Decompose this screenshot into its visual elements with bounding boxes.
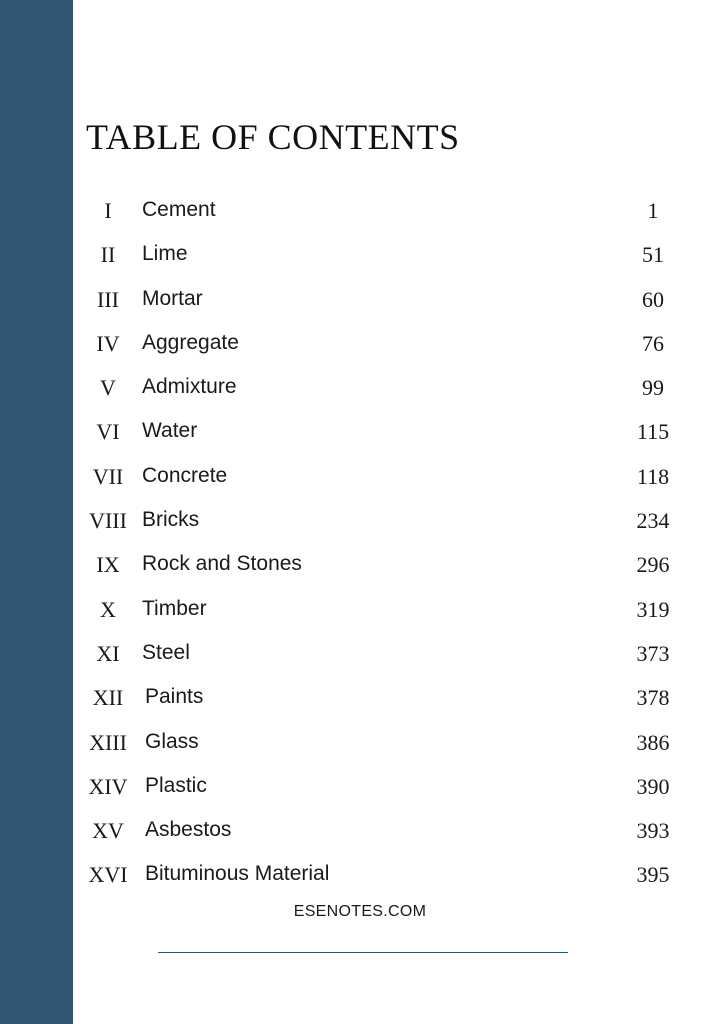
chapter-number: IX (96, 552, 120, 578)
chapter-page-number: 373 (636, 640, 670, 666)
chapter-title: Lime (142, 242, 188, 266)
chapter-title: Rock and Stones (142, 552, 302, 576)
chapter-page-number: 386 (636, 729, 670, 755)
chapter-title: Glass (145, 729, 199, 753)
footer-site-link[interactable]: ESENOTES.COM (293, 903, 427, 920)
chapter-page-number: 118 (636, 463, 670, 489)
chapter-title: Asbestos (145, 818, 232, 842)
toc-entry[interactable] (86, 770, 686, 814)
chapter-title: Concrete (142, 463, 228, 487)
toc-entry[interactable] (86, 504, 686, 548)
chapter-title: Plastic (145, 773, 207, 797)
chapter-page-number: 51 (642, 242, 664, 268)
chapter-number: X (100, 596, 116, 622)
chapter-page-number: 378 (636, 685, 670, 711)
chapter-page-number: 393 (636, 818, 670, 844)
chapter-title: Paints (145, 685, 204, 709)
chapter-page-number: 319 (636, 596, 670, 622)
chapter-number: XI (96, 640, 120, 666)
chapter-page-number: 60 (642, 286, 664, 312)
toc-entry[interactable] (86, 726, 686, 770)
toc-entry[interactable] (86, 681, 686, 725)
chapter-page-number: 99 (642, 375, 664, 401)
chapter-page-number: 395 (636, 862, 670, 888)
chapter-number: II (100, 242, 116, 268)
toc-entry[interactable] (86, 858, 686, 902)
toc-entry[interactable] (86, 283, 686, 327)
footer (0, 903, 724, 921)
chapter-number: XIV (88, 773, 128, 799)
toc-entry[interactable] (86, 814, 686, 858)
toc-entry[interactable] (86, 637, 686, 681)
chapter-title: Bricks (142, 508, 200, 532)
chapter-number: XVI (88, 862, 128, 888)
toc-entry[interactable] (86, 238, 686, 282)
chapter-title: Timber (142, 596, 207, 620)
chapter-number: I (104, 198, 112, 223)
toc-entry[interactable] (86, 327, 686, 371)
chapter-title: Aggregate (142, 330, 239, 354)
chapter-title: Mortar (142, 286, 203, 310)
chapter-page-number: 1 (647, 198, 659, 223)
toc-entry[interactable] (86, 593, 686, 637)
toc-entry[interactable] (86, 548, 686, 592)
chapter-page-number: 296 (636, 552, 670, 578)
chapter-number: IV (96, 330, 120, 356)
chapter-title: Water (142, 419, 198, 443)
chapter-page-number: 115 (636, 419, 670, 445)
toc-entry[interactable] (86, 371, 686, 415)
toc-entry[interactable] (86, 194, 686, 238)
table-of-contents (86, 194, 686, 903)
chapter-page-number: 76 (642, 330, 664, 356)
chapter-title: Cement (142, 198, 216, 221)
side-color-band (0, 0, 73, 1024)
chapter-number: XV (92, 818, 124, 844)
chapter-title: Steel (142, 640, 190, 664)
chapter-number: XII (92, 685, 124, 711)
toc-entry[interactable] (86, 415, 686, 459)
chapter-page-number: 390 (636, 773, 670, 799)
chapter-page-number: 234 (636, 508, 670, 534)
page-title: TABLE OF CONTENTS (86, 117, 460, 157)
chapter-title: Admixture (142, 375, 237, 399)
toc-entry[interactable] (86, 460, 686, 504)
chapter-number: III (97, 286, 119, 312)
chapter-number: VII (92, 463, 124, 489)
chapter-title: Bituminous Material (145, 862, 330, 886)
chapter-number: XIII (89, 729, 127, 755)
footer-divider (158, 952, 568, 953)
chapter-number: VI (96, 419, 120, 445)
chapter-number: V (100, 375, 116, 401)
chapter-number: VIII (89, 508, 127, 534)
